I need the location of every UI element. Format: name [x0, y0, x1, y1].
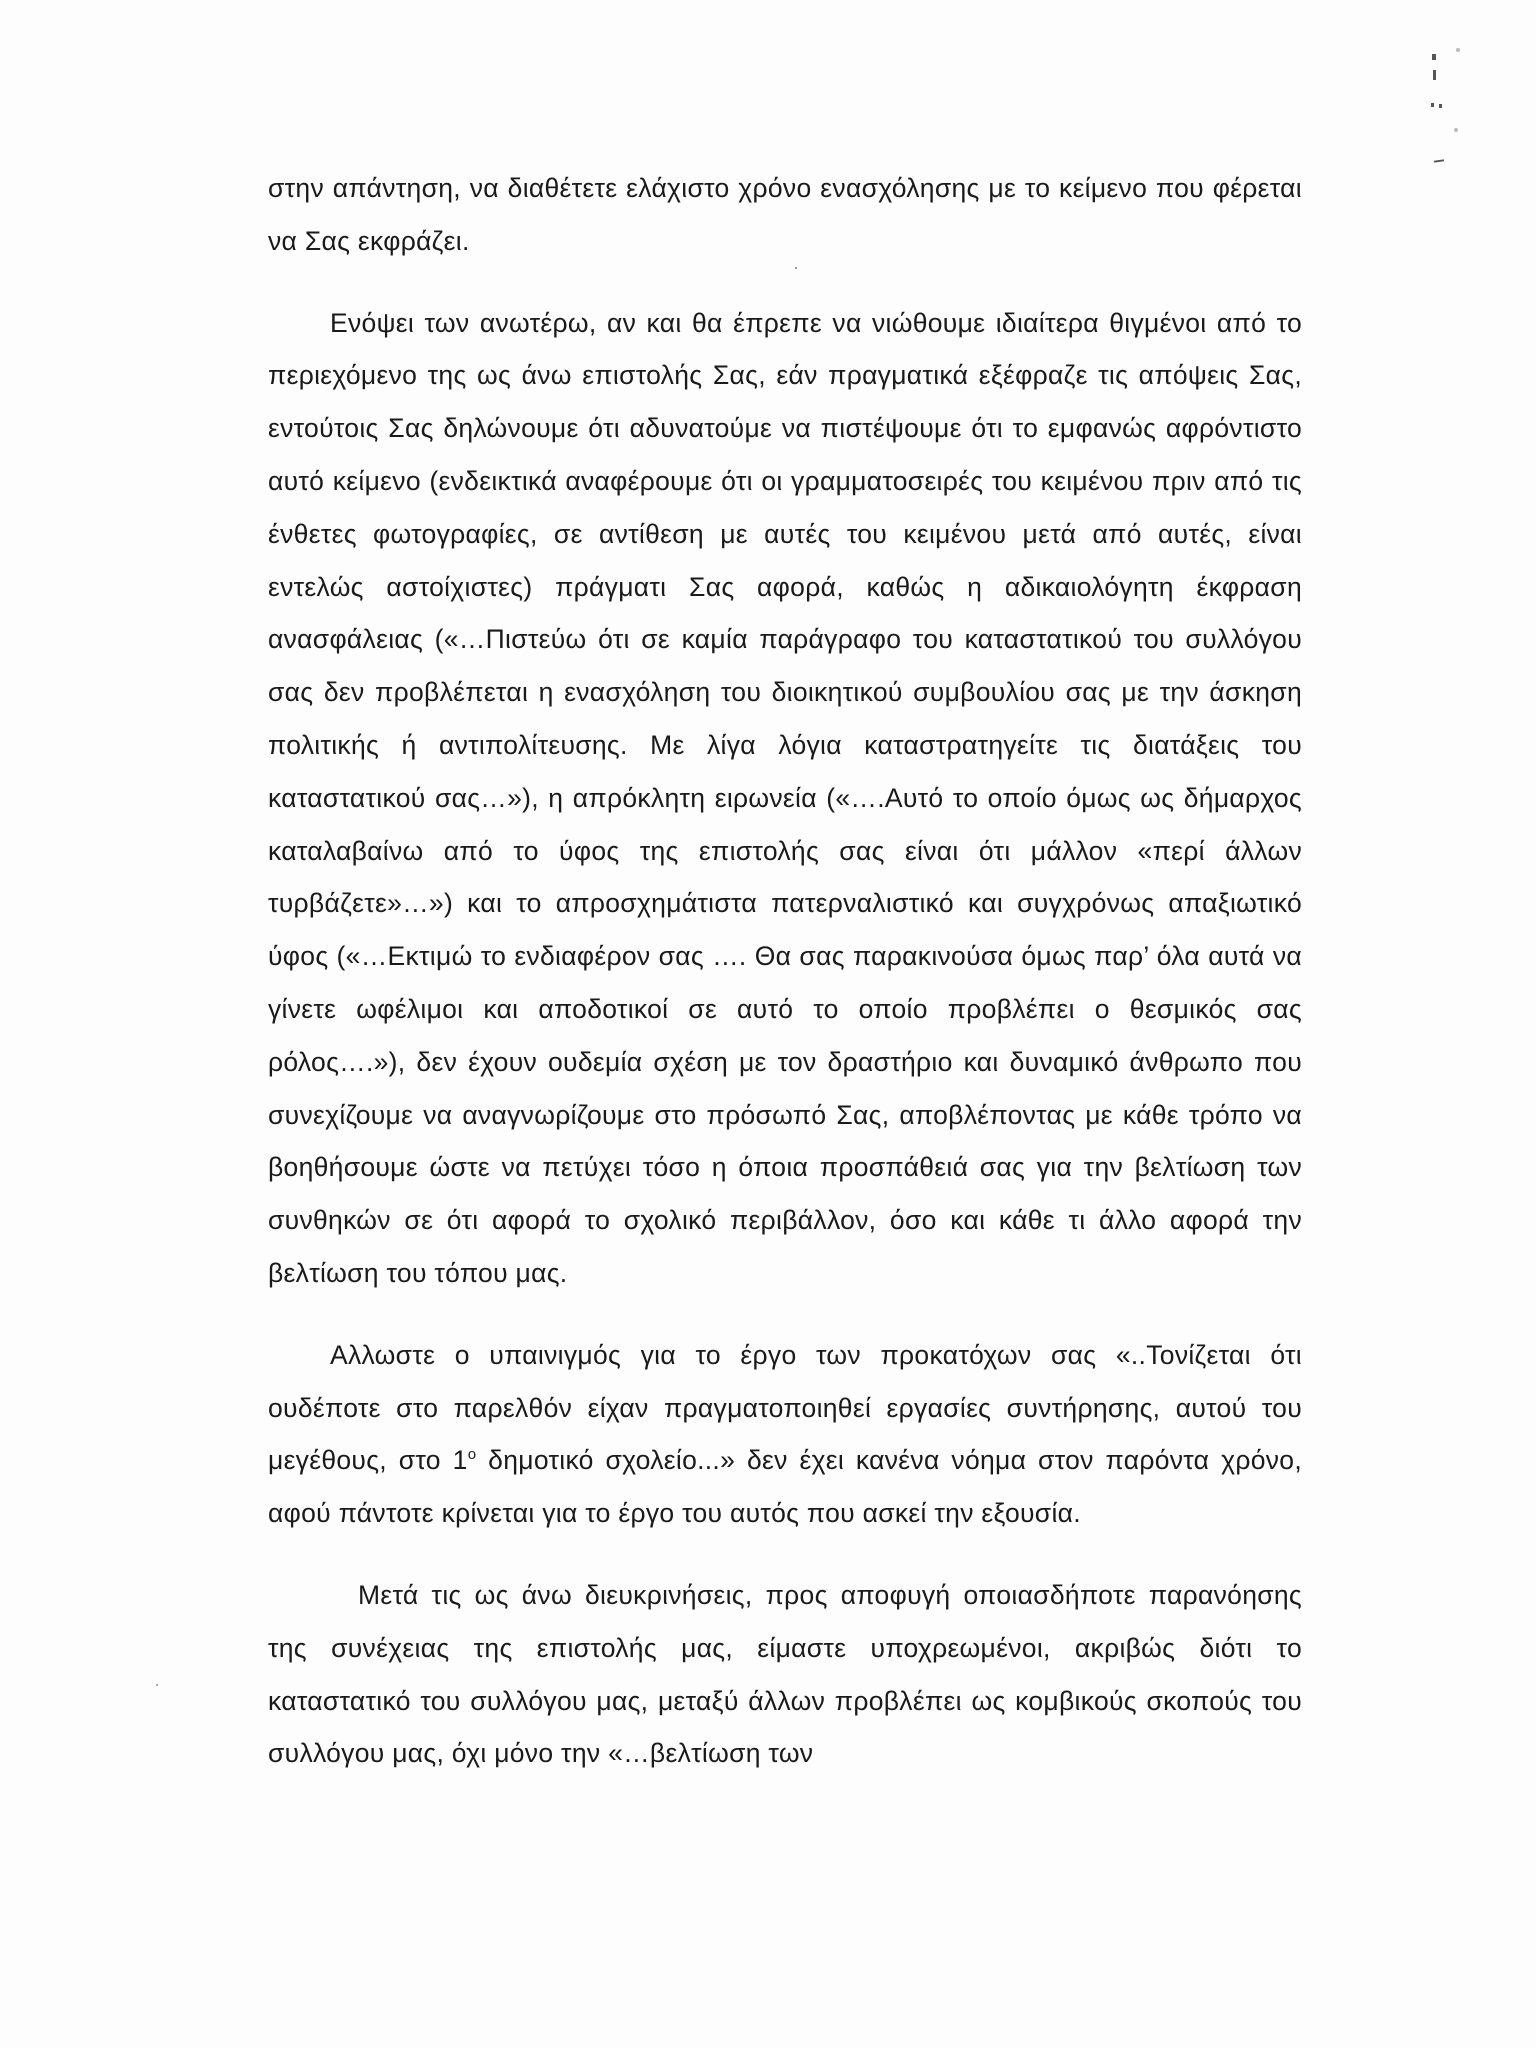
paragraph-continuation: στην απάντηση, να διαθέτετε ελάχιστο χρόνο ενασχόλησης με το κείμενο που φέρεται να Σας εκφράζει. — [268, 173, 1302, 256]
scan-artifact-marks — [1428, 48, 1468, 168]
paragraph-predecessors-part-2: δημοτικό σχολείο...» δεν έχει κανένα νόημα στον παρόντα χρόνο, αφού πάντοτε κρίνεται για το έργο του αυτός που ασκεί την εξουσία. — [268, 1445, 1302, 1529]
scan-speck — [156, 1684, 158, 1686]
paragraph-clarifications: Μετά τις ως άνω διευκρινήσεις, προς αποφυγή οποιασδήποτε παρανόησης της συνέχειας της επιστολής μας, είμαστε υποχρεωμένοι, ακριβώς διότι το καταστατικό του συλλόγου μας, μεταξύ άλλων προβλέπει ως κομβικούς σκοπούς του συλλόγου μας, όχι μόνο την «…βελτίωση των — [268, 1579, 1302, 1769]
paragraph-predecessors-part-1: Αλλωστε ο υπαινιγμός για το έργο των προκατόχων σας «..Τονίζεται ότι ουδέποτε στο παρελθόν είχαν πραγματοποιηθεί εργασίες συντήρησης, αυτού του μεγέθους, στο 1 — [268, 1339, 1302, 1476]
paragraph-main-argument: Ενόψει των ανωτέρω, αν και θα έπρεπε να νιώθουμε ιδιαίτερα θιγμένοι από το περιεχόμενο της ως άνω επιστολής Σας, εάν πραγματικά εξέφραζε τις απόψεις Σας, εντούτοις Σας δηλώνουμε ότι αδυνατούμε να πιστέψουμε ότι το εμφανώς αφρόντιστο αυτό κείμενο (ενδεικτικά αναφέρουμε ότι οι γραμματοσειρές του κειμένου πριν από τις ένθετες φωτογραφίες, σε αντίθεση με αυτές του κειμένου μετά από αυτές, είναι εντελώς αστοίχιστες) πράγματι Σας αφορά, καθώς η αδικαιολόγητη έκφραση ανασφάλειας («…Πιστεύω ότι σε καμία παράγραφο του καταστατικού του συλλόγου σας δεν προβλέπεται η ενασχόληση του διοικητικού συμβουλίου σας με την άσκηση πολιτικής ή αντιπολίτευσης. Με λίγα λόγια καταστρατηγείτε τις διατάξεις του καταστατικού σας…»), η απρόκλητη ειρωνεία («….Αυτό το οποίο όμως ως δήμαρχος καταλαβαίνω από το ύφος της επιστολής σας είναι ότι μάλλον «περί άλλων τυρβάζετε»…») και το απροσχημάτιστα πατερναλιστικό και συγχρόνως απαξιωτικό ύφος («…Εκτιμώ το ενδιαφέρον σας …. Θα σας παρακινούσα όμως παρ’ όλα αυτά να γίνετε ωφέλιμοι και αποδοτικοί σε αυτό το οποίο προβλέπει ο θεσμικός σας ρόλος….»), δεν έχουν ουδεμία σχέση με τον δραστήριο και δυναμικό άνθρωπο που συνεχίζουμε να αναγνωρίζουμε στο πρόσωπό Σας, αποβλέποντας με κάθε τρόπο να βοηθήσουμε ώστε να πετύχει τόσο η όποια προσπάθειά σας για την βελτίωση των συνθηκών σε ότι αφορά το σχολικό περιβάλλον, όσο και κάθε τι άλλο αφορά την βελτίωση του τόπου μας. — [268, 307, 1302, 1288]
letter-body — [268, 162, 1302, 1780]
paragraph-predecessors — [268, 1329, 1302, 1540]
ordinal-superscript: ο — [467, 1446, 477, 1464]
